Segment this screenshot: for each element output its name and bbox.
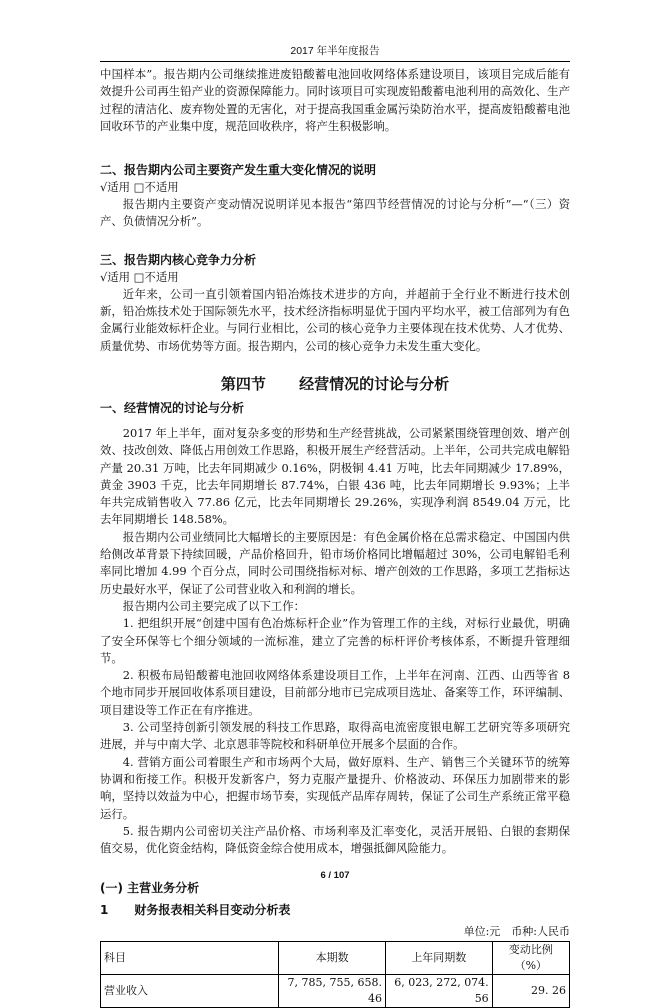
header-cell: 变动比例（%） [492,941,569,974]
table-row [101,974,570,1007]
paragraph: 4. 营销方面公司着眼生产和市场两个大局，做好原料、生产、销售三个关键环节的统筹协调和衔接工作。积极开发新客户，努力克服产量提升、价格波动、环保压力加剧带来的影响，坚持以效益为中心，把握市场节奏，实现低产品库存周转，保证了公司生产系统正常平稳运行。 [100,754,570,821]
cell: 29. 26 [492,974,569,1007]
header-cell: 本期数 [279,941,386,974]
page-header: 2017 年半年度报告 [290,45,380,57]
section2-heading: 二、报告期内公司主要资产发生重大变化情况的说明 [100,163,377,178]
paragraph: 2. 积极布局铅酸蓄电池回收网络体系建设项目工作，上半年在河南、江西、山西等省 8 个地市同步开展回收体系项目建设，目前部分地市已完成项目选址、备案等工作，环评编制、项目建设等工作正在有序推进。 [100,668,570,717]
paragraph: 报告期内公司主要完成了以下工作： [122,598,306,613]
table-header-row [101,941,570,974]
section3-checkbox: √适用 □不适用 [100,269,179,284]
chapter-title [100,373,570,395]
page-content [100,66,570,1008]
chapter-name: 经营情况的讨论与分析 [299,374,450,393]
financial-table [100,941,570,1008]
header-rule [100,61,570,62]
cell: 6, 023, 272, 074. 56 [385,974,492,1007]
intro-paragraph: 中国样本”。报告期内公司继续推进废铅酸蓄电池回收网络体系建设项目，该项目完成后能有效提升公司再生铅产业的资源保障能力。同时该项目可实现废铅酸蓄电池利用的高效化、生产过程的清洁化、废弃物处置的无害化，对于提高我国重金属污染防治水平，提高废铅酸蓄电池回收环节的产业集中度，规范回收秩序，将产生积极影响。 [100,67,570,133]
header-cell: 科目 [101,941,279,974]
section2-checkbox: √适用 □不适用 [100,180,179,195]
section3-paragraph: 近年来，公司一直引领着国内铅冶炼技术进步的方向，并超前于全行业不断进行技术创新，铅冶炼技术处于国际领先水平，技术经济指标明显优于国内平均水平，被工信部列为有色金属行业能效标杆企业。与同行业相比，公司的核心竞争力主要体现在技术优势、人才优势、质量优势、市场优势等方面。报告期内，公司的核心竞争力未发生重大变化。 [100,286,570,353]
paragraph: 1. 把组织开展“创建中国有色冶炼标杆企业”作为管理工作的主线，对标行业最优，明确了安全环保等七个细分领域的一流标准，建立了完善的标杆评价考核体系，不断提升管理细节。 [100,616,570,665]
header-cell: 上年同期数 [385,941,492,974]
part1-heading: 一、经营情况的讨论与分析 [100,400,245,415]
section3-heading: 三、报告期内核心竞争力分析 [100,252,257,267]
page-number: 6 / 107 [320,870,350,881]
paragraph: 5. 报告期内公司密切关注产品价格、市场利率及汇率变化，灵活开展铅、白银的套期保值交易，优化资金结构，降低资金综合使用成本，增强抵御风险能力。 [100,823,570,856]
table-number: 1 [100,903,109,918]
paragraph: 3. 公司坚持创新引领发展的科技工作思路，取得高电流密度银电解工艺研究等多项研究进展，并与中南大学、北京恩菲等院校和科研单位开展多个层面的合作。 [100,720,570,752]
subsection-heading: (一) 主营业务分析 [100,881,200,896]
section2-paragraph: 报告期内主要资产变动情况说明详见本报告“第四节经营情况的讨论与分析”—“（三）资产、负债情况分析”。 [100,197,570,229]
table-title [100,901,570,919]
unit-label: 单位:元 币种:人民币 [463,925,570,939]
cell: 营业收入 [101,974,279,1007]
table-title-text: 财务报表相关科目变动分析表 [134,903,291,918]
cell: 7, 785, 755, 658. 46 [279,974,386,1007]
paragraph: 2017 年上半年，面对复杂多变的形势和生产经营挑战，公司紧紧围绕管理创效、增产创效、技改创效、降低占用创效工作思路，积极开展生产经营活动。上半年，公司共完成电解铅产量 20.31 万吨，比去年同期减少 0.16%，阴极铜 4.41 万吨，比去年同期减少 17.89%，黄金 3903 千克，比去年同期增长 87.74%，白银 436 吨，比去年同期增长 9.93%；上半年共完成销售收入 77.86 亿元，比去年同期增长 29.26%，实现净利润 8549.04 万元，比去年同期增长 148.58%。 [100,425,570,527]
paragraph: 报告期内公司业绩同比大幅增长的主要原因是：有色金属价格在总需求稳定、中国国内供给侧改革背景下持续回暖，产品价格回升，铅市场价格同比增幅超过 30%，公司电解铅毛利率同比增加 4.99 个百分点，同时公司围绕指标对标、增产创效的工作思路，多项工艺指标达历史最好水平，保证了公司营业收入和利润的增长。 [100,529,570,596]
chapter-number: 第四节 [220,374,266,393]
